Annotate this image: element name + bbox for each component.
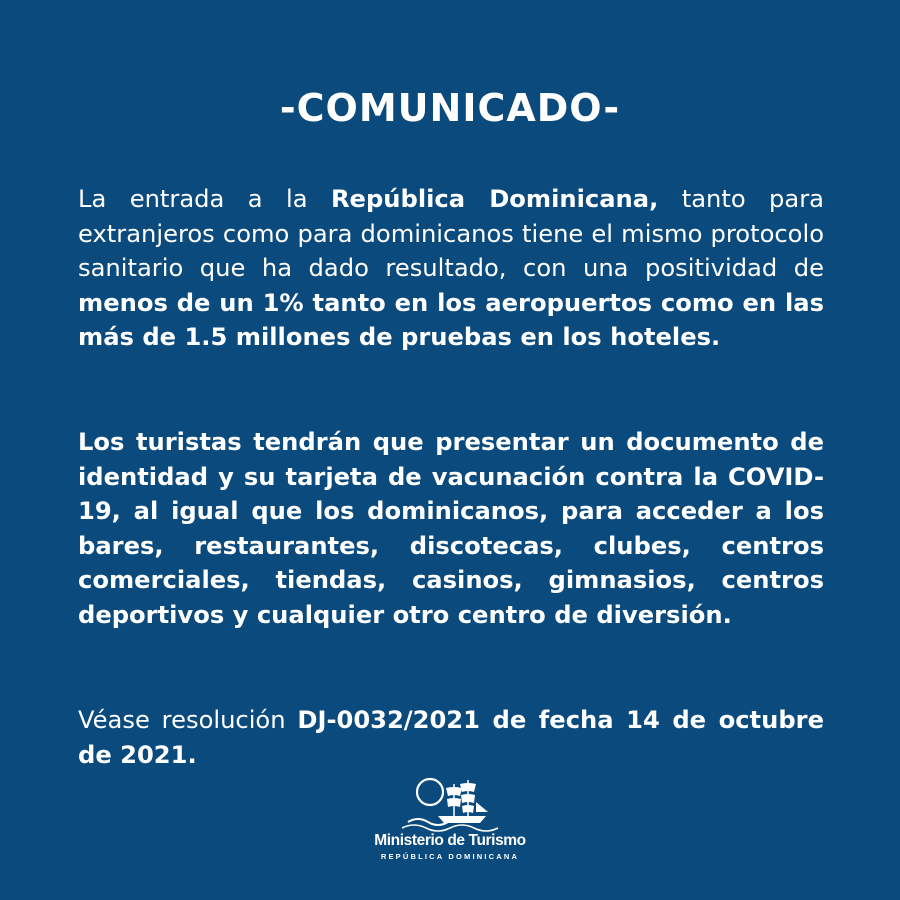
logo-subtitle: REPÚBLICA DOMINICANA [380,852,520,861]
paragraph1-text1: La entrada a la [78,185,331,213]
paragraph1-bold2: menos de un 1% tanto en los aeropuertos como en las más de 1.5 millones de pruebas en los hoteles. [78,288,824,352]
paragraph1-text2: tanto para extranjeros como para dominicanos tiene el mismo protocolo sanitario que ha dado resultado, con una positividad de [78,185,824,283]
paragraph2-bold1: Los turistas tendrán que presentar un documento de identidad y su tarjeta de vacunación contra la COVID-19, al igual que los dominicanos, para acceder a los bares, restaurantes, discotecas, clubes, centros comerciales, tiendas, casinos, gimnasios, centros deportivos y cualquier otro centro de diversión. [78,428,824,629]
ministry-logo [360,772,540,872]
paragraph-entry-protocol [78,182,824,355]
paragraph-tourist-requirements [78,425,824,633]
page-title: -COMUNICADO- [279,86,621,130]
paragraph1-bold1: República Dominicana, [330,185,659,213]
logo-name: Ministerio de Turismo [374,832,526,849]
paragraph3-bold1: DJ-0032/2021 de fecha 14 de octubre de 2021. [78,706,824,769]
paragraph-resolution [78,703,824,772]
paragraph3-text1: Véase resolución [78,706,298,734]
sun-and-sailing-ship-icon [400,772,500,832]
